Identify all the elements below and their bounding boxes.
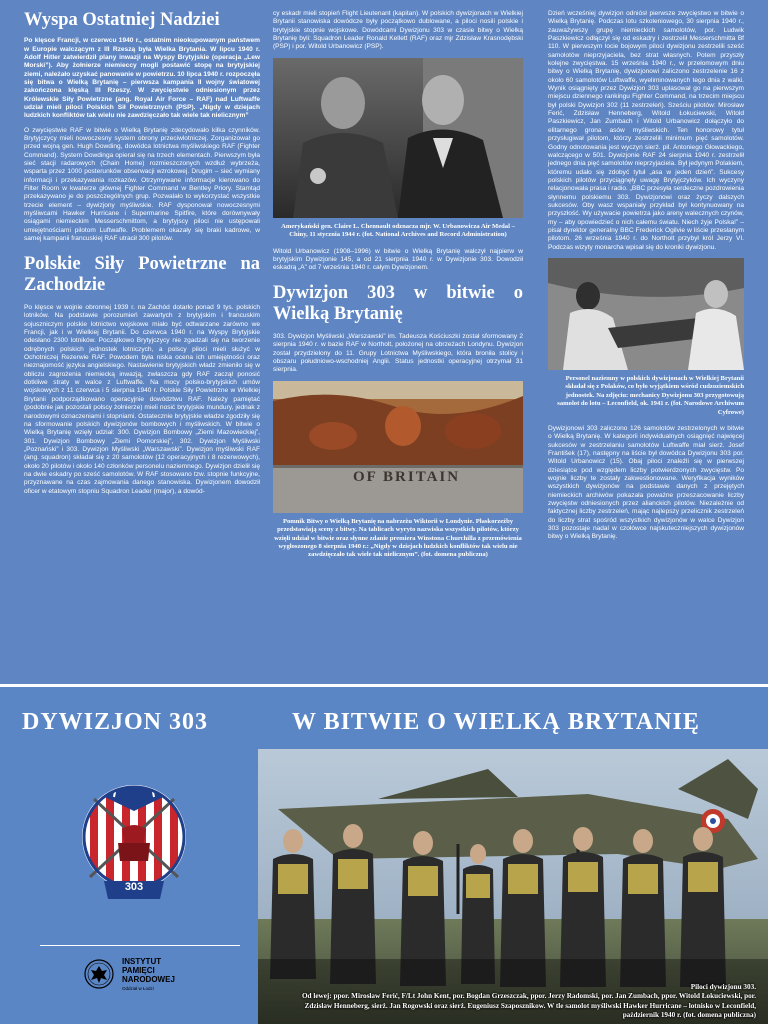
ipn-branch: Oddział w Łodzi xyxy=(122,986,154,991)
ipn-name-line-3: NARODOWEJ xyxy=(122,975,175,984)
banner-title-battle: W BITWIE O WIELKĄ BRYTANIĘ xyxy=(292,709,700,735)
paragraph-urbanowicz: Witold Urbanowicz (1908–1996) w bitwie o Wielką Brytanię walczył najpierw w brytyjskim Dywizjonie 145, a od 21 sierpnia 1940 r. w Dywizjonie 303. Dowodził eskadrą „A” od 7 września 1940 r. całym Dywizjonem. xyxy=(273,247,523,272)
photo-mechanics xyxy=(548,258,744,370)
photo-pilots-303 xyxy=(258,749,768,1024)
squadron-badge xyxy=(70,777,198,905)
paragraph-victories: Dzień wcześniej dywizjon odniósł pierwsze zwycięstwo w bitwie o Wielką Brytanię. Podczas lotu szkoleniowego, 30 sierpnia 1940 r., zauważywszy grupę niemieckich samolotów, por. Ludwik Paszkiewicz odłączył się od eskadry i zestrzelił Messerschmitta Bf 110. W pierwszym locie bojowym piloci dywizjonu zestrzelili sześć samolotów nieprzyjaciela, bez strat własnych. Potem przyszły kolejne zwycięstwa. 15 września 1940 r., w przełomowym dniu bitwy o Wielką Brytanię, dywizjonowi zaliczono zestrzelenie 16 z około 60 samolotów Luftwaffe, wyeliminowanych tego dnia z walki. Wynik osiągnięty przez Dywizjon 303 uplasował go na pierwszym miejscu dziennego rankingu Fighter Command, na trzecim miejscu był polski Dywizjon 302 (11 zestrzeleń). Sześciu pilotów: Mirosław Ferić, Zdzisław Henneberg, Witold Łokuciewski, Witold Paszkiewicz, Jan Zumbach i Witold Urbanowicz dołączyło do elitarnego grona asów myśliwskich. Ten honorowy tytuł przysługiwał pilotom, którzy zestrzelili minimum pięć samolotów. Godny odnotowania jest wyczyn sierż. pil. Antoniego Głowackiego, walczącego w 501. Dywizjonie RAF 24 sierpnia 1940 r. zestrzelił jednego dnia pięć samolotów nieprzyjaciela. Był jedynym Polakiem, któremu udało się zdobyć tytuł „asa w jeden dzień”. Sukcesy polskich pilotów przyciągnęły uwagę Brytyjczyków. Ich wyczyny relacjonowała prasa i radio. „BBC przesyła serdeczne pozdrowienia słynnemu polskiemu 303. Dywizjonowi oraz życzy dalszych sukcesów. Oby wasz wspaniały przykład był kontynuowany na przyszłość. Wy używacie powietrza jako areny walecznych czynów, my – aby opowiedzieć o nich całemu światu. Niech żyje Polska!” – pisał dyrektor generalny BBC Frederick Ogilvie w liście przesłanym pilotom. 26 września 1940 r. do Northolt przybył król Jerzy VI. Podczas wizyty monarcha wpisał się do kroniki dywizjonu. xyxy=(548,10,744,251)
paragraph-commanders: cy eskadr mieli stopień Flight Lieutenant (kapitan). W polskich dywizjonach w Wielkiej Brytanii stanowiska dowódcze były początkowo dublowane, a piloci nosili polskie i brytyjskie stopnie wojskowe. Dowódcami Dywizjonu 303 w czasie bitwy o Wielką Brytanię byli: Squadron Leader Ronald Kellett (RAF) oraz mjr Zdzisław Krasnodębski (PSP) i por. Witold Urbanowicz (PSP). xyxy=(273,10,523,51)
column-2 xyxy=(273,10,523,568)
caption-pilots-title: Piloci dywizjonu 303. xyxy=(690,982,756,991)
photo-chennault-urbanowicz xyxy=(273,58,523,218)
photo-mechanics-image xyxy=(548,258,744,370)
heading-polish-air-force: Polskie Siły Powietrzne na Zachodzie xyxy=(24,253,260,295)
photo-monument-image xyxy=(273,381,523,513)
title-banner xyxy=(0,684,768,1024)
paragraph-squadron-formed: 303. Dywizjon Myśliwski „Warszawski” im. Tadeusza Kościuszki został sformowany 2 sierpnia 1940 r. w bazie RAF w Northolt, położonej na obrzeżach Londynu. Dywizjon został przydzielony do 11. Grupy Lotnictwa Myśliwskiego, która broniła stolicy i obszaru południowo-wschodniej Anglii. Status jednostki operacyjnej otrzymał 31 sierpnia. xyxy=(273,333,523,374)
caption-pilots-text: Od lewej: ppor. Mirosław Ferić, F/Lt John Kent, por. Bogdan Grzeszczak, ppor. Jerzy Radomski, por. Jan Zumbach, ppor. Witold Łokuciewski, por. Zdzisław Henneberg, sierż. Jan Rogowski oraz sierż. Eugeniusz Szaposznikow. W tle samolot myśliwski Hawker Hurricane – lotnisko w Leconfield, październik 1940 r. (fot. domena publiczna) xyxy=(301,992,756,1020)
ipn-divider xyxy=(40,945,240,946)
caption-monument: Pomnik Bitwy o Wielką Brytanię na nabrzeżu Wiktorii w Londynie. Płaskorzeźby przedstawiają sceny z bitwy. Na tablicach wyryto nazwiska wszystkich pilotów, którzy wzięli udział w bitwie oraz słynne zdanie premiera Winstona Churchilla z przemówienia wygłoszonego 8 sierpnia 1940 r.: „Nigdy w dziejach ludzkich konfliktów tak wielu nie zawdzięczało tak wiele tak nielicznym”. (fot. domena publiczna) xyxy=(274,517,522,559)
photo-battle-of-britain-monument xyxy=(273,381,523,513)
caption-pilots xyxy=(286,983,756,1021)
ipn-name-line-1: INSTYTUT xyxy=(122,957,162,966)
ipn-logo xyxy=(84,957,175,991)
column-1 xyxy=(24,10,260,502)
monument-inscription: OF BRITAIN xyxy=(353,468,461,485)
caption-mechanics: Personel naziemny w polskich dywizjonach w Wielkiej Brytanii składał się z Polaków, co było wyjątkiem wśród cudzoziemskich jednostek. Na zdjęciu: mechanicy Dywizjonu 303 przygotowują samolot do lotu – Leconfield, ok. 1941 r. (fot. Narodowe Archiwum Cyfrowe) xyxy=(557,374,744,416)
eagle-emblem-icon xyxy=(84,959,114,989)
banner-title-squadron: DYWIZJON 303 xyxy=(22,709,209,735)
ipn-name-line-2: PAMIĘCI xyxy=(122,966,155,975)
heading-last-hope-island: Wyspa Ostatniej Nadziei xyxy=(24,10,220,30)
paragraph-dowding-system: O zwycięstwie RAF w bitwie o Wielką Brytanię zdecydowało kilka czynników. Brytyjczycy mieli nowoczesny system obrony przeciwlotniczej. Zorganizował go przed wojną gen. Hugh Dowding, dowódca lotnictwa myśliwskiego RAF (Fighter Command). System Dowdinga opierał się na trzech elementach. Pierwszym była sieć stacji radarowych (Chain Home) rozmieszczonych wzdłuż wybrzeża, wsparta przez 1000 posterunków obserwacji wzrokowej. Drugim – sieć wymiany informacji i przekazywania rozkazów. Otrzymywane informacje kierowano do Filter Room w kwaterze głównej Fighter Command w Bentley Priory. Stamtąd przekazywano je do poszczególnych grup. Pozwalało to wykorzystać wszystkie trzecie element – dywizjony myśliwskie. RAF dysponował nowoczesnymi myśliwcami Hawker Hurricane i Supermarine Spitfire, które dorównywały osiągami niemieckim Messerschmittom, a brytyjscy piloci nie ustępowali umiejętnościami pilotom Luftwaffe. Problemem okazały się braki kadrowe, w samej kampanii francuskiej RAF utracił 300 pilotów. xyxy=(24,126,260,243)
heading-303-squadron-battle: Dywizjon 303 w bitwie o Wielką Brytanię xyxy=(273,282,523,324)
badge-number: 303 xyxy=(124,881,144,893)
paragraph-polish-air-force: Po klęsce w wojnie obronnej 1939 r. na Zachód dotarło ponad 9 tys. polskich lotników. Na podstawie porozumień zawartych z brytyjskim i francuskim sojuszniczym polskie lotnictwo wojskowe miało być odtwarzane zarówno we Francji, jak i w Wielkiej Brytanii. Do czerwca 1940 r. na Wyspy Brytyjskie odesłano 2300 lotników. Początkowo Brytyjczycy nie zgadzali się na tworzenie odrębnych polskich jednostek lotniczych, a polscy piloci mieli służyć w Ochotniczej Rezerwie RAF. Powodem była niska ocena ich umiejętności oraz nieznajomość języka angielskiego. Nastawienie brytyjskich władz zmieniło się w obliczu zagrożenia niemiecką inwazją, zwłaszcza gdy RAF zaczął ponosić dotkliwe straty w walce z Luftwaffe. Na mocy polsko-brytyjskich umów wojskowych z 11 czerwca i 5 sierpnia 1940 r. Polskie Siły Powietrzne w Wielkiej Brytanii podporządkowano operacyjnie dowództwu RAF. Należy pamiętać (podobnie jak pozostali polscy żołnierze) mieli nosić brytyjskie mundury, jednak z narodowymi oznaczeniami i stopniami. Ostatecznie brytyjskie władze zgodziły się na sformowanie polskich dywizjonów bombowych i myśliwskich. W bitwie o Wielką Brytanię wzięły udział: 300. Dywizjon Bombowy „Ziemi Mazowieckiej”, 301. Dywizjon Bombowy „Ziemi Pomorskiej”, 302. Dywizjon Myśliwski „Poznański” i 303. Dywizjon Myśliwski „Warszawski”. Dywizjon myśliwski RAF (ang. squadron) składał się z 20 samolotów (12 operacyjnych i 8 rezerwowych), około 20 pilotów i około 140 członków personelu naziemnego. Dywizjon dzielił się na dwie eskadry po sześć samolotów. W RAF stosowano tzw. stopnie funkcyjne, przyznawane na czas zajmowania danego stanowiska. Dywizjonem dowodził oficer w etatowym stopniu Squadron Leader (major), a dowód- xyxy=(24,304,260,495)
column-3 xyxy=(548,10,744,548)
caption-chennault-urbanowicz: Amerykański gen. Claire L. Chennault odznacza mjr. W. Urbanowicza Air Medal – Chiny, 11 stycznia 1944 r. (fot. National Archives and Record Administration) xyxy=(281,222,515,239)
photo-chennault-urbanowicz-image xyxy=(273,58,523,218)
lead-paragraph: Po klęsce Francji, w czerwcu 1940 r., ostatnim nieokupowanym państwem w Europie walczącym z III Rzeszą była Wielka Brytania. W lipcu 1940 r. Adolf Hitler zatwierdził plany inwazji na Wyspy Brytyjskie (operacja „Lew Morski”). Aby żołnierze niemieccy mogli postawić stopę na brytyjskiej ziemi, należało uzyskać panowanie w powietrzu. 10 lipca 1940 r. rozpoczęła się bitwa o Wielką Brytanię – pierwsza kampania II wojny światowej zakończona klęską III Rzeszy. W zwycięstwie odniesionym przez Królewskie Siły Powietrzne (ang. Royal Air Force – RAF) nad Luftwaffe udział mieli piloci Polskich Sił Powietrznych (PSP). „Nigdy w dziejach ludzkich konfliktów tak wielu nie zawdzięczało tak wiele tak nielicznym” xyxy=(24,37,260,120)
paragraph-squadron-score: Dywizjonowi 303 zaliczono 126 samolotów zestrzelonych w bitwie o Wielką Brytanię. W kategorii indywidualnych osiągnięć najwięcej sukcesów w zestrzelaniu samolotów Luftwaffe miał sierż. Josef František (17), następny na liście był dowódca Dywizjonu 303 por. Witold Urbanowicz (15). Obaj piloci znaleźli się w pierwszej dziesiątce pod względem liczby potwierdzonych zwycięstw. Po wojnie liczby te zostały zakwestionowane. Weryfikacja wyników wszystkich dywizjonów na podstawie danych z przejętych niemieckich archiwów pokazała poważne przeszacowanie liczby zwycięstw odniesionych przez alianckich pilotów. Niezależnie od faktycznej liczby zestrzeleń, mając najlepszy przelicznik zestrzeleń do liczby strat spośród wszystkich dywizjonów w walce Dywizjon 303 pozostaje nadal w czołówce najskuteczniejszych dywizjonów bitwy o Wielką Brytanię. xyxy=(548,425,744,541)
